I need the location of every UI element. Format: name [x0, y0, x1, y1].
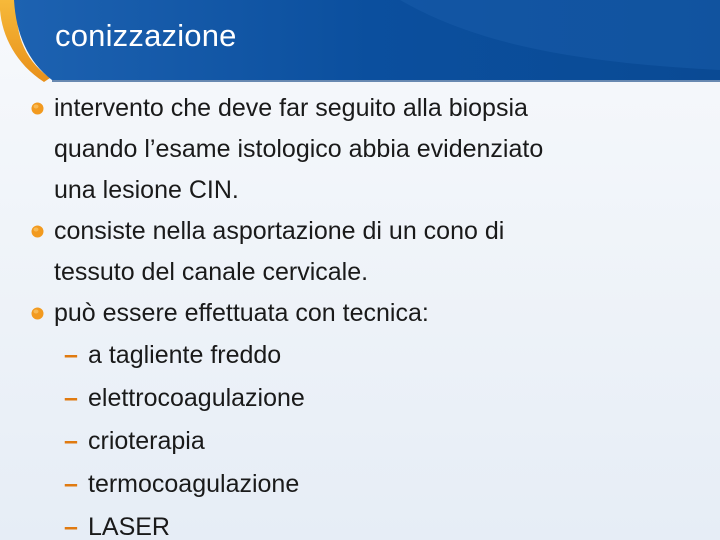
bullet-dot-icon	[31, 307, 44, 320]
dash-marker: –	[64, 470, 78, 498]
bullet-text-line: quando l’esame istologico abbia evidenziato	[54, 135, 544, 163]
sub-item-label: termocoagulazione	[88, 470, 300, 498]
bullet-item-2	[26, 211, 706, 293]
dash-marker: –	[64, 427, 78, 455]
bullet-dot-icon	[31, 225, 44, 238]
bullet-text-line: consiste nella asportazione di un cono di	[54, 217, 505, 245]
sub-item-label: elettrocoagulazione	[88, 384, 305, 412]
dash-marker: –	[64, 384, 78, 412]
sub-item-label: crioterapia	[88, 427, 205, 455]
sub-item-label: a tagliente freddo	[88, 341, 282, 369]
slide-content	[26, 88, 706, 540]
dash-marker: –	[64, 341, 78, 369]
bullet-text-line: tessuto del canale cervicale.	[54, 258, 369, 286]
bullet-text-line: intervento che deve far seguito alla biopsia	[54, 94, 528, 122]
sub-item-laser	[26, 506, 706, 540]
bullet-dot-icon	[31, 102, 44, 115]
sub-item-label: LASER	[88, 513, 170, 540]
bullet-item-1	[26, 88, 706, 211]
bullet-text-line: una lesione CIN.	[54, 176, 239, 204]
sub-item-thermocoagulation	[26, 463, 706, 506]
sub-item-cold-knife	[26, 334, 706, 377]
bullet-text-line: può essere effettuata con tecnica:	[54, 299, 429, 327]
sub-item-electrocoagulation	[26, 377, 706, 420]
dash-marker: –	[64, 513, 78, 540]
page-title: conizzazione	[55, 18, 237, 53]
sub-item-cryotherapy	[26, 420, 706, 463]
bullet-item-3	[26, 293, 706, 334]
